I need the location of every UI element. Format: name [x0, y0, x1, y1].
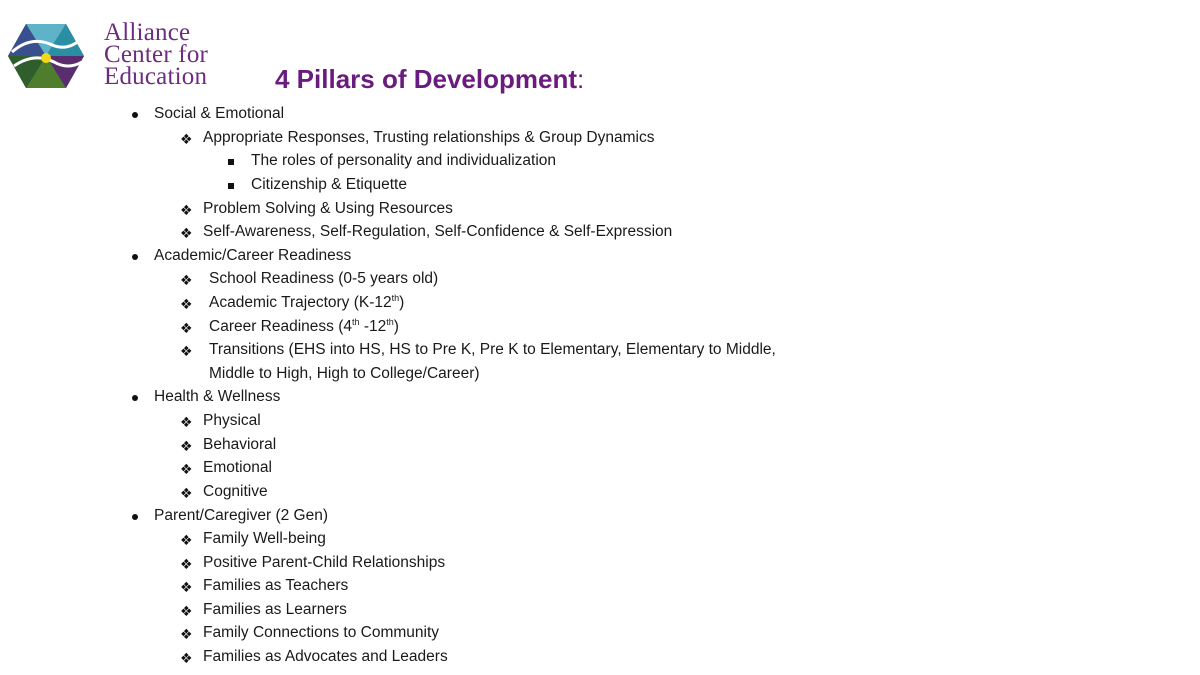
list-item-label: Middle to High, High to College/Career) [209, 365, 480, 382]
list-item-label: Positive Parent-Child Relationships [203, 554, 446, 571]
square-bullet-marker [228, 159, 234, 165]
superscript: th [391, 292, 400, 303]
diamond-bullet-icon: ❖ [180, 532, 193, 548]
list-item-label: Emotional [203, 459, 272, 476]
diamond-bullet-icon: ❖ [180, 626, 193, 642]
logo-line-1: Alliance [104, 19, 191, 46]
diamond-bullet-icon: ❖ [180, 202, 193, 218]
pillar-label: Health & Wellness [154, 388, 281, 405]
square-bullet-marker [228, 183, 234, 189]
sub-list-item-label: Citizenship & Etiquette [251, 176, 407, 193]
bullet-marker [132, 395, 138, 401]
list-item-label: Family Well-being [203, 530, 326, 547]
diamond-bullet-icon: ❖ [180, 438, 193, 454]
pillar-label: Academic/Career Readiness [154, 247, 352, 264]
diamond-bullet-icon: ❖ [180, 579, 193, 595]
list-item-label: Family Connections to Community [203, 624, 440, 641]
label-part: -12 [359, 318, 387, 335]
list-item-label: Families as Advocates and Leaders [203, 648, 448, 665]
diamond-bullet-icon: ❖ [180, 485, 193, 501]
superscript: th [352, 316, 360, 327]
diamond-bullet-icon: ❖ [180, 414, 193, 430]
label-part: ) [399, 294, 405, 311]
bullet-marker [132, 514, 138, 520]
diamond-bullet-icon: ❖ [180, 556, 193, 572]
diamond-bullet-icon: ❖ [180, 296, 193, 312]
list-item-label: School Readiness (0-5 years old) [209, 270, 439, 287]
pillar-label: Parent/Caregiver (2 Gen) [154, 507, 329, 524]
bullet-marker [132, 254, 138, 260]
diamond-bullet-icon: ❖ [180, 343, 193, 359]
label-part: ) [393, 318, 399, 335]
diamond-bullet-icon: ❖ [180, 225, 193, 241]
list-item-label: Physical [203, 412, 261, 429]
page-title-text: 4 Pillars of Development [275, 64, 577, 94]
list-item-label: Cognitive [203, 483, 268, 500]
pillar-label: Social & Emotional [154, 105, 285, 122]
list-item-label: Appropriate Responses, Trusting relationships & Group Dynamics [203, 129, 655, 146]
label-part: Career Readiness (4 [209, 318, 353, 335]
list-item-label: Behavioral [203, 436, 277, 453]
logo-line-2: Center for [104, 41, 209, 68]
list-item-label: Families as Learners [203, 601, 347, 618]
sub-list-item-label: The roles of personality and individualization [251, 152, 557, 169]
list-item-label: Problem Solving & Using Resources [203, 200, 453, 217]
list-item-label [209, 317, 399, 337]
diamond-bullet-icon: ❖ [180, 131, 193, 147]
logo-line-3: Education [104, 63, 208, 90]
page-title-colon: : [576, 64, 585, 94]
superscript: th [386, 316, 394, 327]
list-item-label: Families as Teachers [203, 577, 349, 594]
list-item-label [209, 293, 404, 313]
diamond-bullet-icon: ❖ [180, 650, 193, 666]
list-item-label: Self-Awareness, Self-Regulation, Self-Confidence & Self-Expression [203, 223, 673, 240]
bullet-marker [132, 112, 138, 118]
diamond-bullet-icon: ❖ [180, 461, 193, 477]
diamond-bullet-icon: ❖ [180, 603, 193, 619]
diamond-bullet-icon: ❖ [180, 272, 193, 288]
list-item-label: Transitions (EHS into HS, HS to Pre K, Pre K to Elementary, Elementary to Middle, [209, 341, 776, 358]
label-part: Academic Trajectory (K-12 [209, 294, 392, 311]
diamond-bullet-icon: ❖ [180, 320, 193, 336]
